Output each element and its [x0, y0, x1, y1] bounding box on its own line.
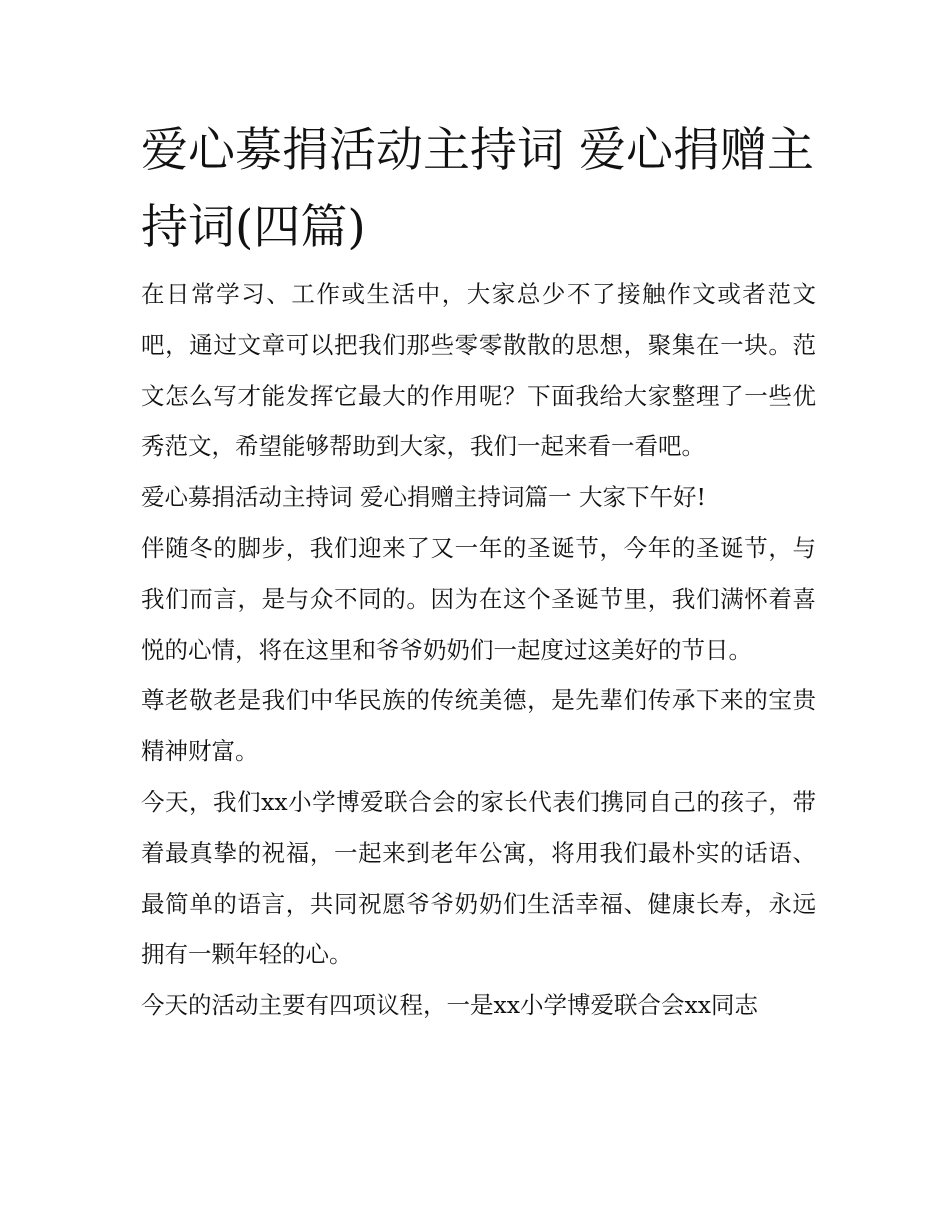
paragraph-section-heading: 爱心募捐活动主持词 爱心捐赠主持词篇一 大家下午好!	[141, 483, 706, 512]
document-body	[141, 112, 816, 1031]
paragraph-today: 今天，我们xx小学博爱联合会的家长代表们携同自己的孩子，带着最真挚的祝福，一起来到老年公寓，将用我们最朴实的话语、最简单的语言，共同祝愿爷爷奶奶们生活幸福、健康长寿，永远拥有一颗年轻的心。	[141, 787, 816, 969]
paragraph-christmas: 伴随冬的脚步，我们迎来了又一年的圣诞节，今年的圣诞节，与我们而言，是与众不同的。因为在这个圣诞节里，我们满怀着喜悦的心情，将在这里和爷爷奶奶们一起度过这美好的节日。	[141, 533, 816, 664]
document-title: 爱心募捐活动主持词 爱心捐赠主持词(四篇)	[141, 123, 814, 255]
paragraph-respect-elders: 尊老敬老是我们中华民族的传统美德，是先辈们传承下来的宝贵精神财富。	[141, 686, 816, 766]
paragraph-intro: 在日常学习、工作或生活中，大家总少不了接触作文或者范文吧，通过文章可以把我们那些零零散散的思想，聚集在一块。范文怎么写才能发挥它最大的作用呢？下面我给大家整理了一些优秀范文，希望能够帮助到大家，我们一起来看一看吧。	[141, 280, 816, 461]
paragraph-agenda: 今天的活动主要有四项议程，一是xx小学博爱联合会xx同志	[141, 991, 759, 1020]
